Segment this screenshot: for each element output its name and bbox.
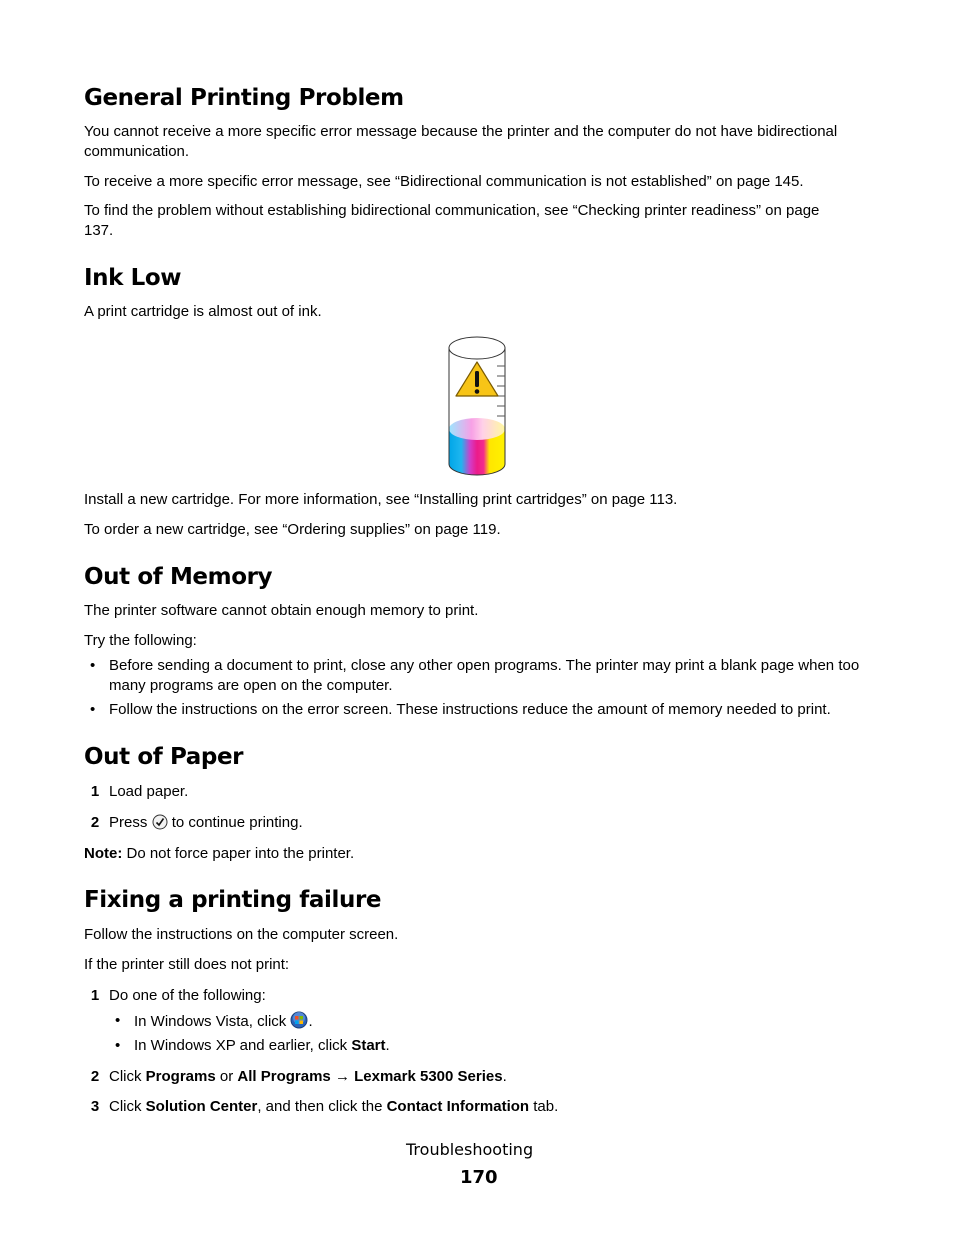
paragraph: You cannot receive a more specific error message because the printer and the computer do not have bidirectional communication.	[84, 123, 838, 160]
heading-ink-low: Ink Low	[84, 265, 182, 291]
checkmark-button-icon	[152, 814, 168, 836]
heading-out-of-memory: Out of Memory	[84, 564, 273, 590]
text-run: , and then click the	[257, 1098, 383, 1115]
note-text: Do not force paper into the printer.	[126, 845, 355, 862]
paragraph: A print cartridge is almost out of ink.	[84, 303, 322, 320]
note	[84, 844, 874, 864]
heading-general-printing-problem: General Printing Problem	[84, 85, 404, 111]
note-label: Note:	[84, 845, 123, 862]
text-run: .	[308, 1013, 313, 1030]
text-run: Click	[109, 1068, 142, 1085]
text-run-bold: Lexmark 5300 Series	[354, 1068, 503, 1085]
ink-low-cartridge-illustration	[444, 334, 514, 480]
bullet-icon: •	[115, 1012, 121, 1029]
list-item-text: Follow the instructions on the error screen. These instructions reduce the amount of memory needed to print.	[109, 701, 831, 718]
text-run-bold: Solution Center	[145, 1098, 258, 1115]
paragraph: Install a new cartridge. For more information, see “Installing print cartridges” on page 113.	[84, 491, 678, 508]
text-run: to continue printing.	[171, 814, 303, 831]
text-run: Press	[109, 814, 148, 831]
text-run: In Windows XP and earlier, click	[134, 1037, 348, 1054]
heading-fixing-a-printing-failure: Fixing a printing failure	[84, 887, 382, 913]
bullet-icon: •	[90, 701, 96, 718]
paragraph: To order a new cartridge, see “Ordering supplies” on page 119.	[84, 521, 501, 538]
step-number: 2	[90, 1068, 100, 1085]
paragraph: Try the following:	[84, 632, 197, 649]
step-number: 1	[90, 783, 100, 800]
paragraph: To receive a more specific error message, see “Bidirectional communication is not established” on page 145.	[84, 173, 804, 190]
text-run-bold: Start	[351, 1037, 386, 1054]
list-item-text	[109, 1097, 558, 1117]
list-item-text: Load paper.	[109, 783, 189, 800]
step-number: 3	[90, 1098, 100, 1115]
text-run: or	[219, 1068, 234, 1085]
bullet-icon: •	[90, 657, 96, 674]
page-number: 170	[460, 1167, 498, 1188]
step-number: 1	[90, 987, 100, 1004]
paragraph: To find the problem without establishing bidirectional communication, see “Checking printer readiness” on page 137.	[84, 202, 820, 239]
text-run: .	[385, 1037, 390, 1054]
list-item-text	[109, 1067, 507, 1087]
list-item-text	[134, 1036, 390, 1056]
list-item-text: Before sending a document to print, close any other open programs. The printer may print a blank page when too many programs are open on the computer.	[109, 657, 860, 694]
footer-section-title: Troubleshooting	[406, 1140, 534, 1159]
list-item-text: Do one of the following:	[109, 987, 266, 1004]
text-run: Click	[109, 1098, 142, 1115]
text-run: tab.	[533, 1098, 559, 1115]
bullet-icon: •	[115, 1037, 121, 1054]
text-run-bold: Programs	[145, 1068, 216, 1085]
text-run-bold: Contact Information	[386, 1098, 530, 1115]
paragraph: Follow the instructions on the computer screen.	[84, 926, 399, 943]
text-run: In Windows Vista, click	[134, 1013, 287, 1030]
paragraph: The printer software cannot obtain enough memory to print.	[84, 602, 479, 619]
arrow-icon: →	[334, 1068, 350, 1085]
step-number: 2	[90, 814, 100, 831]
text-run: .	[502, 1068, 507, 1085]
paragraph: If the printer still does not print:	[84, 956, 290, 973]
list-item-text	[109, 813, 303, 836]
heading-out-of-paper: Out of Paper	[84, 744, 244, 770]
ink-cartridge-warning-icon	[444, 334, 514, 480]
list-item-text	[134, 1011, 313, 1035]
text-run-bold: All Programs	[237, 1068, 331, 1085]
windows-start-orb-icon	[290, 1011, 308, 1035]
